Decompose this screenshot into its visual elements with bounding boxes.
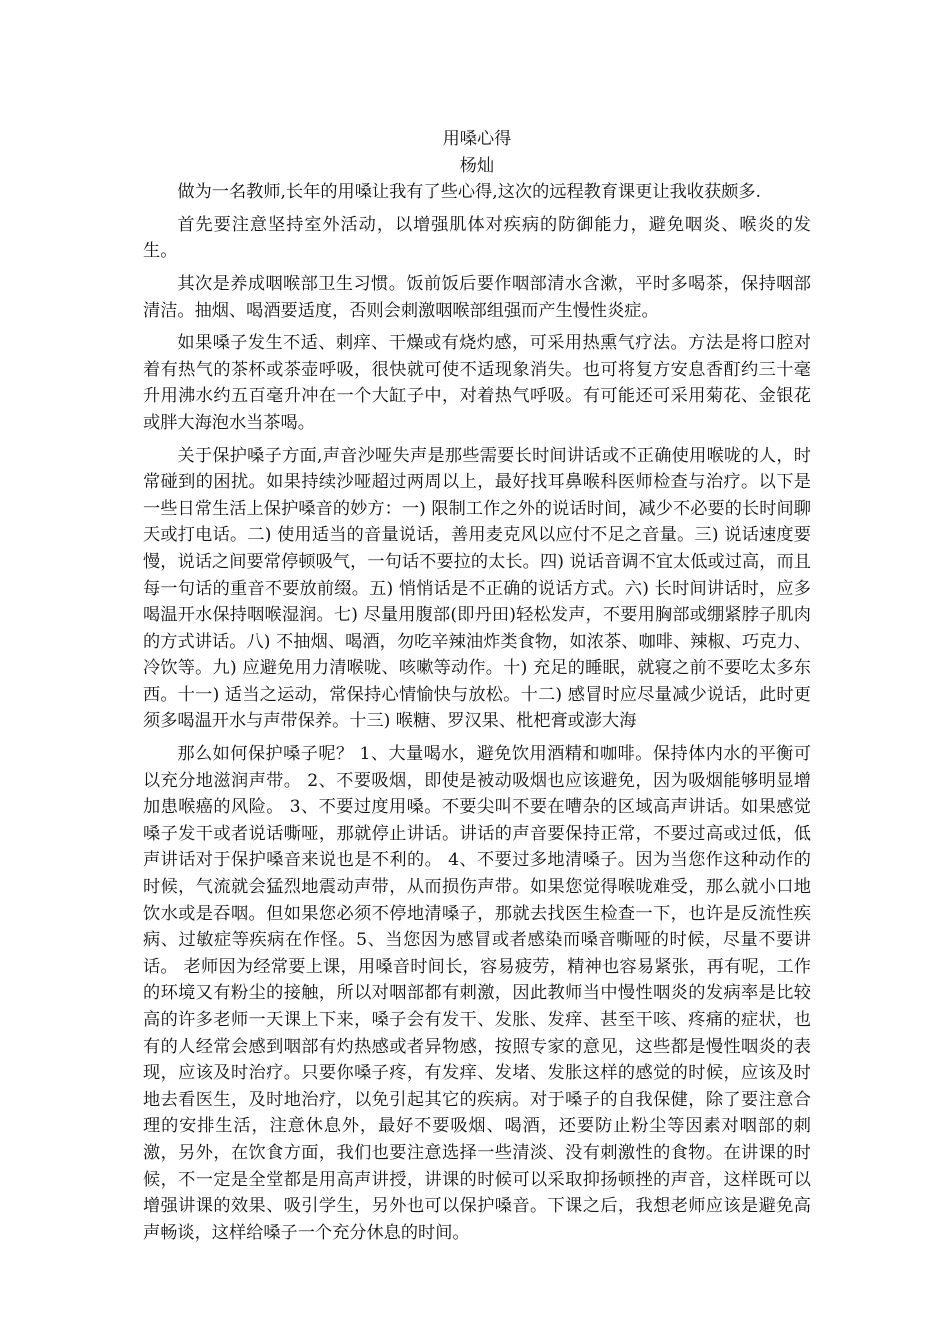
document-title: 用嗓心得 — [442, 129, 512, 149]
paragraph-steam-therapy: 如果嗓子发生不适、刺痒、干燥或有烧灼感，可采用热熏气疗法。方法是将口腔对着有热气的茶杯或茶壶呼吸，很快就可使不适现象消失。也可将复方安息香酊约三十毫升用沸水约五百毫升冲在一个大缸子中，对着热气呼吸。有可能还可采用菊花、金银花或胖大海泡水当茶喝。 — [143, 333, 811, 433]
paragraph-voice-protection-tips: 关于保护嗓子方面,声音沙哑失声是那些需要长时间讲话或不正确使用喉咙的人，时常碰到的困扰。如果持续沙哑超过两周以上，最好找耳鼻喉科医师检查与治疗。以下是一些日常生活上保护嗓音的妙方：一) 限制工作之外的说话时间，减少不必要的长时间聊天或打电话。二) 使用适当的音量说话，善用麦克风以应付不足之音量。三) 说话速度要慢，说话之间要常停顿吸气，一句话不要拉的太长。四) 说话音调不宜太低或过高，而且每一句话的重音不要放前缀。五) 悄悄话是不正确的说话方式。六) 长时间讲话时，应多喝温开水保持咽喉湿润。七) 尽量用腹部(即丹田)轻松发声，不要用胸部或绷紧脖子肌肉的方式讲话。八) 不抽烟、喝酒，勿吃辛辣油炸类食物，如浓茶、咖啡、辣椒、巧克力、冷饮等。九) 应避免用力清喉咙、咳嗽等动作。十) 充足的睡眠，就寝之前不要吃太多东西。十一) 适当之运动，常保持心情愉快与放松。十二) 感冒时应尽量减少说话，此时更须多喝温开水与声带保养。十三) 喉糖、罗汉果、枇杷膏或澎大海 — [143, 445, 811, 732]
paragraph-outdoor-activity: 首先要注意坚持室外活动，以增强肌体对疾病的防御能力，避免咽炎、喉炎的发生。 — [143, 214, 811, 262]
document-body — [143, 126, 811, 1252]
paragraph-throat-hygiene: 其次是养成咽喉部卫生习惯。饭前饭后要作咽部清水含漱，平时多喝茶，保持咽部清洁。抽烟、喝酒要适度，否则会刺激咽喉部组强而产生慢性炎症。 — [143, 273, 811, 321]
document-author: 杨灿 — [459, 155, 495, 176]
paragraph-intro: 做为一名教师,长年的用嗓让我有了些心得,这次的远程教育课更让我收获颇多. — [177, 182, 761, 203]
paragraph-how-to-protect-voice: 那么如何保护嗓子呢？ 1、大量喝水，避免饮用酒精和咖啡。保持体内水的平衡可以充分地滋润声带。 2、不要吸烟，即使是被动吸烟也应该避免，因为吸烟能够明显增加患喉癌的风险。 3、不要过度用嗓。不要尖叫不要在嘈杂的区域高声讲话。如果感觉嗓子发干或者说话嘶哑，那就停止讲话。讲话的声音要保持正常，不要过高或过低，低声讲话对于保护嗓音来说也是不利的。 4、不要过多地清嗓子。因为当您作这种动作的时候，气流就会猛烈地震动声带，从而损伤声带。如果您觉得喉咙难受，那么就小口地饮水或是吞咽。但如果您必须不停地清嗓子，那就去找医生检查一下，也许是反流性疾病、过敏症等疾病在作怪。5、当您因为感冒或者感染而嗓音嘶哑的时候，尽量不要讲话。 老师因为经常要上课，用嗓音时间长，容易疲劳，精神也容易紧张，再有呢，工作的环境又有粉尘的接触，所以对咽部都有刺激，因此教师当中慢性咽炎的发病率是比较高的许多老师一天课上下来，嗓子会有发干、发胀、发痒、甚至干咳、疼痛的症状，也有的人经常会感到咽部有灼热感或者异物感，按照专家的意见，这些都是慢性咽炎的表现，应该及时治疗。只要你嗓子疼，有发痒、发堵、发胀这样的感觉的时候，应该及时地去看医生，及时地治疗，以免引起其它的疾病。对于嗓子的自我保健，除了要注意合理的安排生活，注意休息外，最好不要吸烟、喝酒，还要防止粉尘等因素对咽部的刺激，另外，在饮食方面，我们也要注意选择一些清淡、没有刺激性的食物。在讲课的时候，不一定是全堂都是用高声讲授，讲课的时候可以采取抑扬顿挫的声音，这样既可以增强讲课的效果、吸引学生，另外也可以保护嗓音。下课之后，我想老师应该是避免高声畅谈，这样给嗓子一个充分休息的时间。 — [143, 744, 811, 1243]
